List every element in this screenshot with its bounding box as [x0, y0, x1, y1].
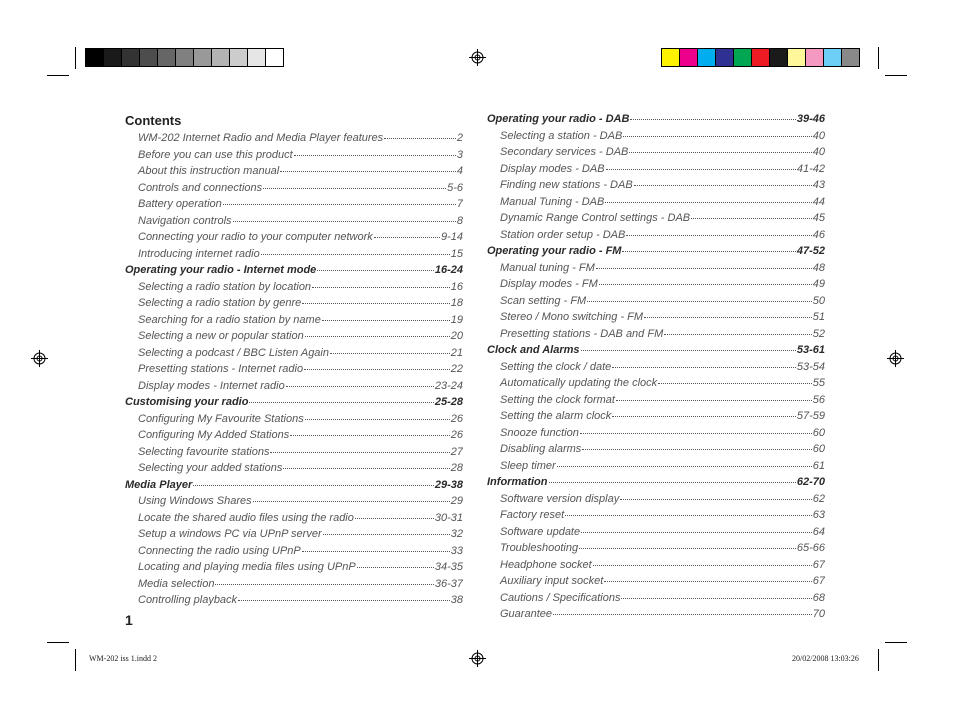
toc-entry-label: Selecting a station - DAB	[500, 129, 623, 142]
dot-leader	[302, 302, 449, 304]
color-swatch	[193, 48, 212, 67]
toc-entry	[487, 491, 825, 508]
toc-entry-label: Configuring My Favourite Stations	[138, 412, 304, 425]
toc-entry-page: 21	[450, 346, 463, 359]
registration-mark-icon	[469, 650, 486, 667]
toc-entry	[125, 196, 463, 213]
dot-leader	[384, 137, 456, 139]
toc-entry-page: 67	[812, 558, 825, 571]
toc-entry-page: 4	[456, 165, 463, 177]
toc-entry-label: Troubleshooting	[500, 542, 579, 554]
toc-entry-page: 62	[812, 492, 825, 505]
toc-right-column	[487, 111, 825, 623]
toc-entry-label: Navigation controls	[138, 214, 232, 227]
color-swatch	[229, 48, 248, 67]
dot-leader	[622, 250, 795, 252]
registration-mark-icon	[887, 350, 904, 367]
toc-entry	[125, 130, 463, 147]
toc-entry-label: Software update	[500, 525, 581, 538]
toc-entry-page: 40	[812, 129, 825, 142]
dot-leader	[604, 580, 811, 582]
color-swatch	[841, 48, 860, 67]
toc-entry-label: Factory reset	[500, 509, 565, 521]
toc-section-entry	[125, 394, 463, 411]
dot-leader	[581, 531, 812, 533]
toc-entry-page: 5-6	[447, 181, 463, 194]
crop-mark-top-right-h	[885, 75, 907, 76]
toc-entry	[125, 427, 463, 444]
toc-entry	[487, 161, 825, 178]
color-swatch	[103, 48, 122, 67]
toc-entry-page: 32	[450, 528, 463, 540]
dot-leader	[253, 500, 450, 502]
toc-entry-page: 28	[450, 462, 463, 474]
color-swatch	[733, 48, 752, 67]
toc-entry-page: 20	[450, 330, 463, 342]
color-swatch	[661, 48, 680, 67]
dot-leader	[593, 564, 812, 566]
dot-leader	[317, 269, 434, 271]
toc-entry	[125, 163, 463, 180]
toc-entry-page: 2	[456, 132, 463, 144]
toc-entry-label: Searching for a radio station by name	[138, 313, 321, 326]
toc-entry-page: 23-24	[434, 379, 463, 392]
toc-entry-label: WM-202 Internet Radio and Media Player features	[138, 132, 384, 144]
toc-entry-label: Stereo / Mono switching - FM	[500, 311, 644, 323]
dot-leader	[606, 168, 796, 170]
toc-entry-label: Sleep timer	[500, 459, 556, 472]
toc-entry-label: Information	[487, 476, 548, 488]
toc-entry-page: 65-66	[796, 542, 825, 554]
dot-leader	[283, 467, 449, 469]
toc-entry	[125, 510, 463, 527]
toc-entry-page: 9-14	[440, 231, 463, 243]
toc-entry	[125, 295, 463, 312]
color-swatch	[805, 48, 824, 67]
toc-entry-page: 67	[812, 575, 825, 587]
page-number: 1	[125, 612, 133, 628]
dot-leader	[612, 415, 796, 417]
dot-leader	[261, 253, 450, 255]
toc-entry-page: 26	[450, 429, 463, 441]
dot-leader	[193, 484, 434, 486]
dot-leader	[302, 550, 450, 552]
toc-entry	[487, 210, 825, 227]
toc-entry-page: 64	[812, 525, 825, 538]
toc-entry	[487, 194, 825, 211]
dot-leader	[579, 547, 796, 549]
toc-entry-label: Guarantee	[500, 608, 552, 620]
color-swatch	[823, 48, 842, 67]
dot-leader	[238, 599, 450, 601]
toc-entry	[487, 144, 825, 161]
toc-entry	[487, 441, 825, 458]
toc-entry	[125, 361, 463, 378]
toc-entry-label: Presetting stations - DAB and FM	[500, 327, 664, 340]
dot-leader	[294, 154, 456, 156]
toc-entry-label: Setting the clock / date	[500, 360, 612, 373]
toc-entry-page: 39-46	[796, 113, 825, 125]
toc-entry-page: 70	[812, 608, 825, 620]
color-swatch	[769, 48, 788, 67]
toc-entry-label: Customising your radio	[125, 396, 249, 408]
toc-entry-page: 56	[812, 393, 825, 406]
dot-leader	[305, 335, 450, 337]
toc-entry-page: 16-24	[434, 264, 463, 276]
dot-leader	[286, 385, 434, 387]
toc-entry	[125, 180, 463, 197]
toc-entry-page: 43	[812, 179, 825, 191]
toc-entry-label: Manual tuning - FM	[500, 261, 595, 274]
dot-leader	[270, 451, 449, 453]
toc-entry-label: Finding new stations - DAB	[500, 179, 633, 191]
toc-entry-label: Using Windows Shares	[138, 495, 252, 507]
dot-leader	[620, 498, 812, 500]
dot-leader	[581, 349, 796, 351]
toc-entry-page: 18	[450, 297, 463, 309]
toc-entry-page: 36-37	[434, 577, 463, 590]
toc-entry-page: 8	[456, 214, 463, 227]
toc-entry-label: Selecting a radio station by location	[138, 280, 312, 293]
toc-entry-page: 60	[812, 443, 825, 455]
dot-leader	[612, 366, 796, 368]
toc-entry-label: Presetting stations - Internet radio	[138, 363, 304, 375]
toc-entry-label: Selecting your added stations	[138, 462, 283, 474]
toc-entry-page: 3	[456, 148, 463, 161]
toc-entry-page: 40	[812, 146, 825, 158]
toc-entry-label: Operating your radio - DAB	[487, 113, 630, 125]
toc-entry	[487, 425, 825, 442]
toc-left-column	[125, 111, 463, 609]
toc-entry	[487, 573, 825, 590]
dot-leader	[280, 170, 456, 172]
toc-entry	[487, 227, 825, 244]
grayscale-color-bar	[85, 48, 283, 67]
toc-entry-label: Battery operation	[138, 198, 222, 210]
toc-entry	[487, 260, 825, 277]
toc-entry	[487, 375, 825, 392]
toc-entry-page: 7	[456, 198, 463, 210]
toc-entry-page: 51	[812, 311, 825, 323]
toc-entry-page: 55	[812, 377, 825, 389]
toc-entry-page: 68	[812, 591, 825, 604]
dot-leader	[629, 151, 811, 153]
toc-entry-page: 61	[812, 459, 825, 472]
toc-entry	[125, 229, 463, 246]
toc-entry-page: 29	[450, 495, 463, 507]
toc-entry-page: 57-59	[796, 410, 825, 422]
toc-entry-label: Secondary services - DAB	[500, 146, 629, 158]
slug-file-info: WM-202 iss 1.indd 2	[89, 654, 157, 663]
toc-entry-label: Scan setting - FM	[500, 294, 587, 307]
toc-section-entry	[487, 342, 825, 359]
toc-entry-page: 60	[812, 426, 825, 439]
dot-leader	[330, 352, 450, 354]
toc-entry	[125, 543, 463, 560]
toc-entry-label: Locate the shared audio files using the radio	[138, 511, 354, 524]
toc-entry	[487, 128, 825, 145]
toc-entry-label: Dynamic Range Control settings - DAB	[500, 212, 691, 224]
dot-leader	[626, 234, 811, 236]
toc-entry	[125, 576, 463, 593]
dot-leader	[630, 118, 795, 120]
toc-entry	[487, 309, 825, 326]
toc-entry-label: Disabling alarms	[500, 443, 582, 455]
toc-entry	[125, 147, 463, 164]
toc-entry	[487, 590, 825, 607]
toc-entry-page: 52	[812, 327, 825, 340]
dot-leader	[587, 300, 812, 302]
dot-leader	[305, 418, 450, 420]
toc-entry-page: 53-54	[796, 360, 825, 373]
toc-entry	[125, 312, 463, 329]
toc-entry	[487, 557, 825, 574]
toc-entry-page: 15	[450, 247, 463, 260]
toc-entry	[487, 524, 825, 541]
crop-mark-bottom-right-h	[885, 642, 907, 643]
toc-entry-label: Connecting the radio using UPnP	[138, 544, 301, 557]
toc-entry	[125, 444, 463, 461]
toc-entry-page: 16	[450, 280, 463, 293]
dot-leader	[658, 382, 812, 384]
toc-entry-label: Display modes - FM	[500, 278, 598, 290]
toc-entry	[487, 507, 825, 524]
dot-leader	[312, 286, 450, 288]
toc-entry	[125, 460, 463, 477]
toc-entry-label: Media Player	[125, 478, 193, 491]
toc-entry	[125, 411, 463, 428]
crop-mark-top-left-h	[47, 75, 69, 76]
dot-leader	[634, 184, 812, 186]
toc-entry	[487, 540, 825, 557]
crop-mark-top-left-v	[75, 47, 76, 69]
toc-entry	[125, 279, 463, 296]
toc-section-entry	[125, 262, 463, 279]
dot-leader	[249, 401, 433, 403]
dot-leader	[616, 399, 812, 401]
toc-entry-page: 47-52	[796, 245, 825, 257]
color-swatch	[175, 48, 194, 67]
color-swatch	[157, 48, 176, 67]
toc-entry	[487, 392, 825, 409]
toc-entry-label: Station order setup - DAB	[500, 228, 626, 241]
toc-entry-label: Introducing internet radio	[138, 247, 260, 260]
toc-entry-label: Before you can use this product	[138, 148, 293, 161]
toc-entry-page: 22	[450, 363, 463, 375]
toc-entry	[487, 359, 825, 376]
toc-section-entry	[487, 111, 825, 128]
toc-entry-label: Configuring My Added Stations	[138, 429, 290, 441]
toc-entry-page: 19	[450, 313, 463, 326]
toc-entry-page: 50	[812, 294, 825, 307]
dot-leader	[580, 432, 812, 434]
toc-entry-label: Selecting a new or popular station	[138, 330, 304, 342]
color-swatch	[247, 48, 266, 67]
toc-entry-label: Controlling playback	[138, 594, 238, 606]
toc-entry-label: About this instruction manual	[138, 165, 280, 177]
dot-leader	[565, 514, 812, 516]
toc-entry-label: Connecting your radio to your computer network	[138, 231, 373, 243]
color-swatch	[751, 48, 770, 67]
toc-entry-label: Operating your radio - FM	[487, 245, 622, 257]
slug-timestamp: 20/02/2008 13:03:26	[792, 654, 859, 663]
toc-entry-label: Selecting a podcast / BBC Listen Again	[138, 346, 329, 359]
crop-mark-top-right-v	[878, 47, 879, 69]
toc-entry-page: 34-35	[434, 561, 463, 573]
toc-entry	[125, 345, 463, 362]
toc-section-entry	[125, 477, 463, 494]
toc-entry-page: 53-61	[796, 344, 825, 356]
toc-entry	[487, 606, 825, 623]
toc-entry-label: Automatically updating the clock	[500, 377, 658, 389]
dot-leader	[557, 465, 812, 467]
toc-entry-label: Auxiliary input socket	[500, 575, 604, 587]
toc-entry-page: 33	[450, 544, 463, 557]
toc-entry-label: Display modes - Internet radio	[138, 379, 285, 392]
dot-leader	[549, 481, 796, 483]
toc-entry-page: 44	[812, 195, 825, 208]
dot-leader	[623, 135, 811, 137]
toc-entry-label: Setting the clock format	[500, 393, 615, 406]
toc-entry-label: Selecting a radio station by genre	[138, 297, 302, 309]
dot-leader	[599, 283, 812, 285]
toc-entry	[125, 378, 463, 395]
dot-leader	[691, 217, 812, 219]
toc-entry-page: 48	[812, 261, 825, 274]
color-swatch	[679, 48, 698, 67]
dot-leader	[233, 220, 456, 222]
dot-leader	[304, 368, 450, 370]
toc-entry	[125, 246, 463, 263]
toc-entry	[487, 326, 825, 343]
toc-left-list	[125, 130, 463, 609]
crop-mark-bottom-left-v	[75, 649, 76, 671]
toc-entry	[125, 559, 463, 576]
color-swatch	[211, 48, 230, 67]
toc-entry-page: 30-31	[434, 511, 463, 524]
color-swatch	[139, 48, 158, 67]
dot-leader	[323, 533, 450, 535]
dot-leader	[355, 517, 434, 519]
toc-section-entry	[487, 474, 825, 491]
toc-entry-page: 25-28	[434, 396, 463, 408]
dot-leader	[263, 187, 446, 189]
toc-entry-label: Selecting favourite stations	[138, 445, 270, 458]
toc-entry-page: 38	[450, 594, 463, 606]
toc-entry-label: Setting the alarm clock	[500, 410, 612, 422]
dot-leader	[223, 203, 456, 205]
toc-entry	[125, 328, 463, 345]
toc-entry	[125, 526, 463, 543]
dot-leader	[215, 583, 433, 585]
toc-section-entry	[487, 243, 825, 260]
registration-mark-icon	[31, 350, 48, 367]
toc-entry-label: Clock and Alarms	[487, 344, 580, 356]
toc-entry-page: 27	[450, 445, 463, 458]
toc-entry-label: Locating and playing media files using UPnP	[138, 561, 356, 573]
toc-entry-label: Manual Tuning - DAB	[500, 195, 605, 208]
process-color-bar	[661, 48, 859, 67]
toc-entry-label: Cautions / Specifications	[500, 591, 621, 604]
toc-entry-label: Media selection	[138, 577, 215, 590]
toc-entry-label: Controls and connections	[138, 181, 263, 194]
toc-entry-label: Software version display	[500, 492, 620, 505]
toc-entry	[125, 213, 463, 230]
color-swatch	[85, 48, 104, 67]
color-swatch	[697, 48, 716, 67]
dot-leader	[553, 613, 812, 615]
dot-leader	[357, 566, 434, 568]
dot-leader	[605, 201, 811, 203]
toc-entry	[125, 493, 463, 510]
dot-leader	[322, 319, 450, 321]
color-swatch	[787, 48, 806, 67]
toc-entry	[487, 293, 825, 310]
dot-leader	[374, 236, 440, 238]
contents-title: Contents	[125, 113, 182, 128]
toc-entry-label: Display modes - DAB	[500, 162, 605, 175]
toc-entry-page: 46	[812, 228, 825, 241]
toc-entry-page: 49	[812, 278, 825, 290]
dot-leader	[596, 267, 812, 269]
dot-leader	[621, 597, 811, 599]
registration-mark-icon	[469, 49, 486, 66]
dot-leader	[582, 448, 811, 450]
toc-entry	[487, 177, 825, 194]
toc-entry	[125, 592, 463, 609]
color-swatch	[715, 48, 734, 67]
dot-leader	[664, 333, 812, 335]
toc-right-list	[487, 111, 825, 623]
toc-entry-page: 29-38	[434, 478, 463, 491]
crop-mark-bottom-right-v	[878, 649, 879, 671]
dot-leader	[290, 434, 450, 436]
toc-entry-label: Operating your radio - Internet mode	[125, 264, 317, 276]
toc-entry	[487, 408, 825, 425]
toc-entry-page: 62-70	[796, 476, 825, 488]
toc-entry	[487, 276, 825, 293]
toc-entry-page: 41-42	[796, 162, 825, 175]
color-swatch	[265, 48, 284, 67]
toc-entry	[487, 458, 825, 475]
toc-entry-label: Headphone socket	[500, 558, 592, 571]
dot-leader	[644, 316, 812, 318]
toc-entry-page: 26	[450, 412, 463, 425]
toc-entry-label: Snooze function	[500, 426, 579, 439]
color-swatch	[121, 48, 140, 67]
toc-entry-page: 45	[812, 212, 825, 224]
crop-mark-bottom-left-h	[47, 642, 69, 643]
toc-entry-page: 63	[812, 509, 825, 521]
toc-entry-label: Setup a windows PC via UPnP server	[138, 528, 322, 540]
